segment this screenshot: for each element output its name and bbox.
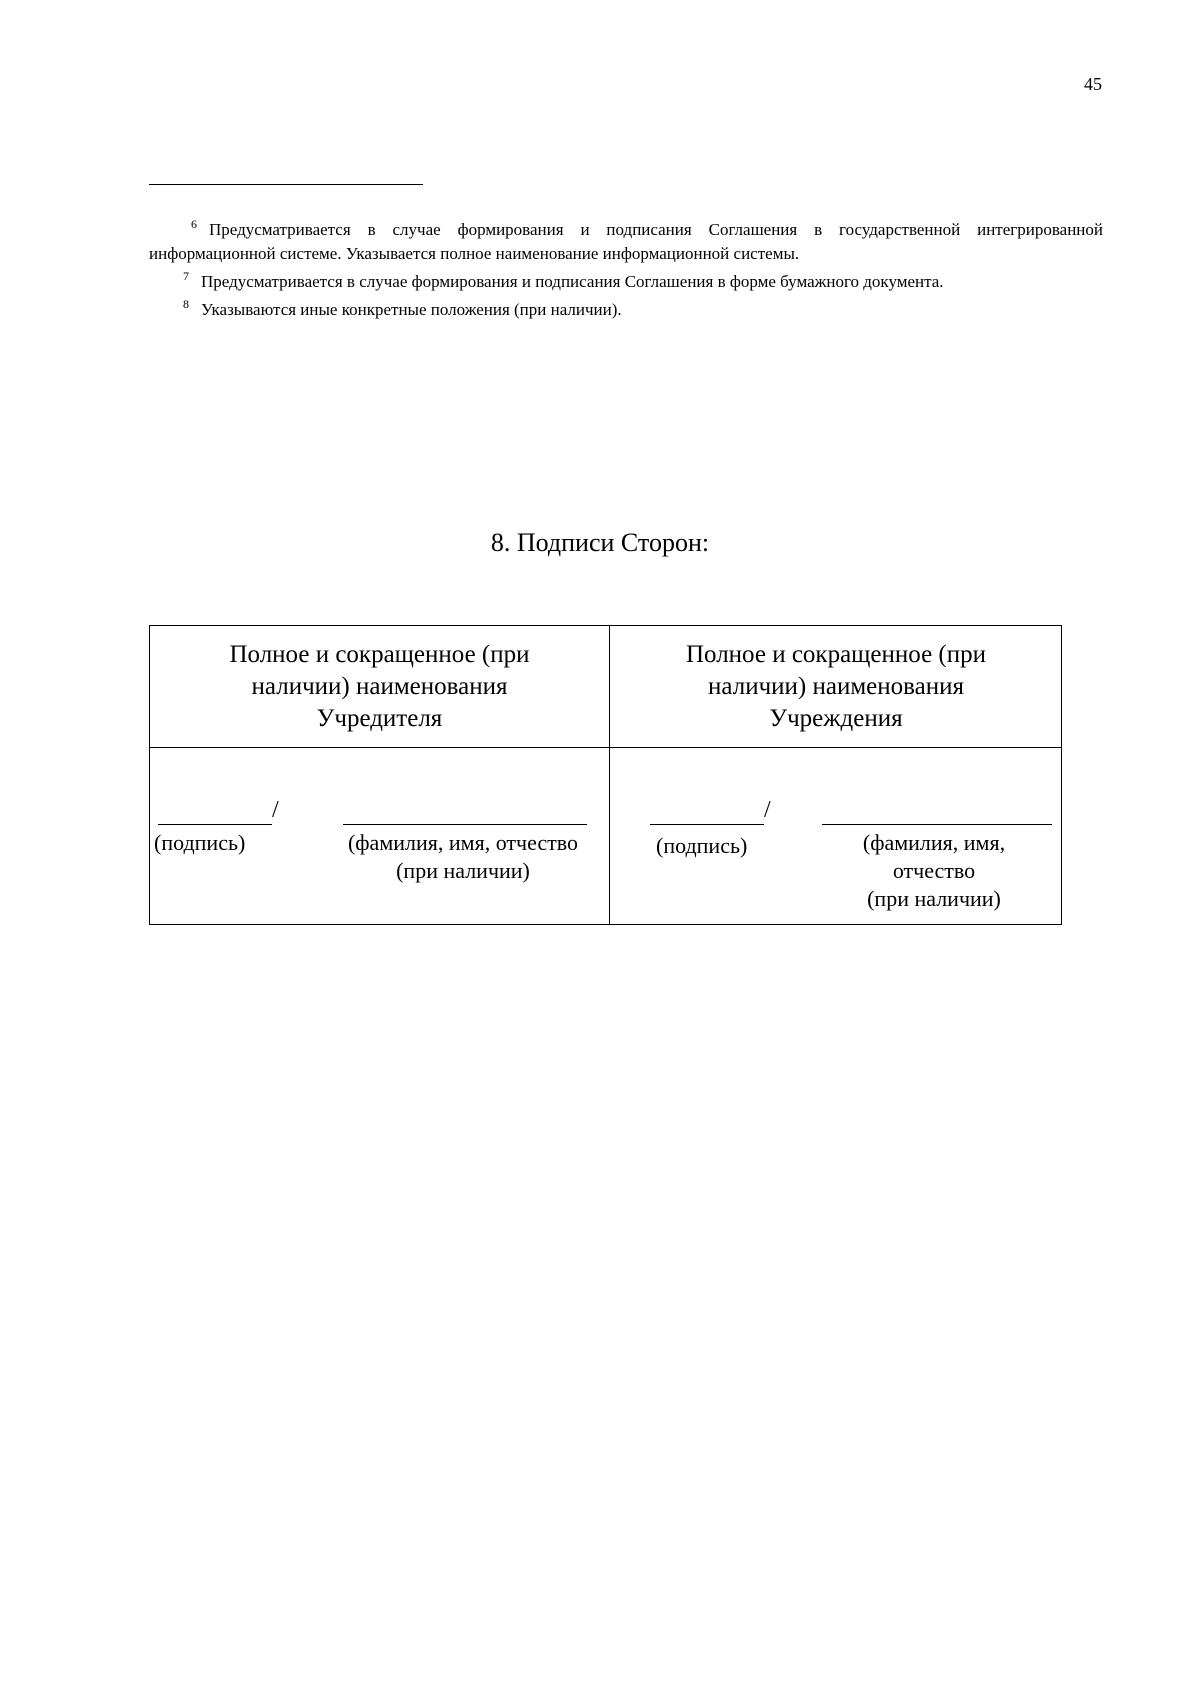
label-line: (при наличии) (867, 886, 1001, 911)
institution-name-header (609, 639, 1063, 735)
label-line: (при наличии) (396, 858, 530, 883)
institution-fullname-label (832, 829, 1036, 913)
page-number: 45 (1084, 74, 1102, 94)
header-line: наличии) наименования (251, 673, 508, 700)
institution-signature-label: (подпись) (656, 833, 748, 858)
label-line: отчество (892, 858, 976, 883)
row-divider (150, 747, 1061, 748)
header-line: Учреждения (769, 705, 903, 732)
founder-signature-line (158, 824, 272, 825)
footnote-text: Предусматривается в случае формирования и подписания Соглашения в государственной интегрированной информационной системе. Указывается полное наименование информационной системы. (149, 220, 1103, 263)
footnote-text: Предусматривается в случае формирования и подписания Соглашения в форме бумажного документа. (201, 272, 944, 291)
founder-fullname-line (343, 824, 587, 825)
header-line: Полное и сокращенное (при (685, 641, 987, 668)
footnote-8: 8 Указываются иные конкретные положения (при наличии). (183, 297, 622, 319)
header-line: Полное и сокращенное (при (229, 641, 530, 668)
section-title: 8. Подписи Сторон: (490, 528, 710, 557)
header-line: наличии) наименования (708, 673, 964, 700)
founder-separator-slash: / (272, 797, 279, 823)
founder-name-header (150, 639, 609, 735)
footnotes (149, 218, 1103, 326)
institution-signature-line (650, 824, 764, 825)
footnote-7: 7 Предусматривается в случае формирования и подписания Соглашения в форме бумажного документа. (183, 269, 944, 291)
header-line: Учредителя (316, 705, 443, 732)
footnote-6: 6 Предусматривается в случае формирования и подписания Соглашения в государственной интегрированной информационной системе. Указывается полное наименование информационной системы. (149, 217, 1103, 263)
institution-separator-slash: / (764, 797, 771, 823)
founder-signature-label: (подпись) (154, 830, 246, 855)
footnote-separator (149, 184, 423, 185)
footnote-text: Указываются иные конкретные положения (при наличии). (201, 300, 622, 319)
signatures-table (149, 625, 1062, 925)
founder-fullname-label (326, 829, 600, 885)
label-line: (фамилия, имя, (862, 830, 1006, 855)
institution-fullname-line (822, 824, 1052, 825)
label-line: (фамилия, имя, отчество (347, 830, 579, 855)
